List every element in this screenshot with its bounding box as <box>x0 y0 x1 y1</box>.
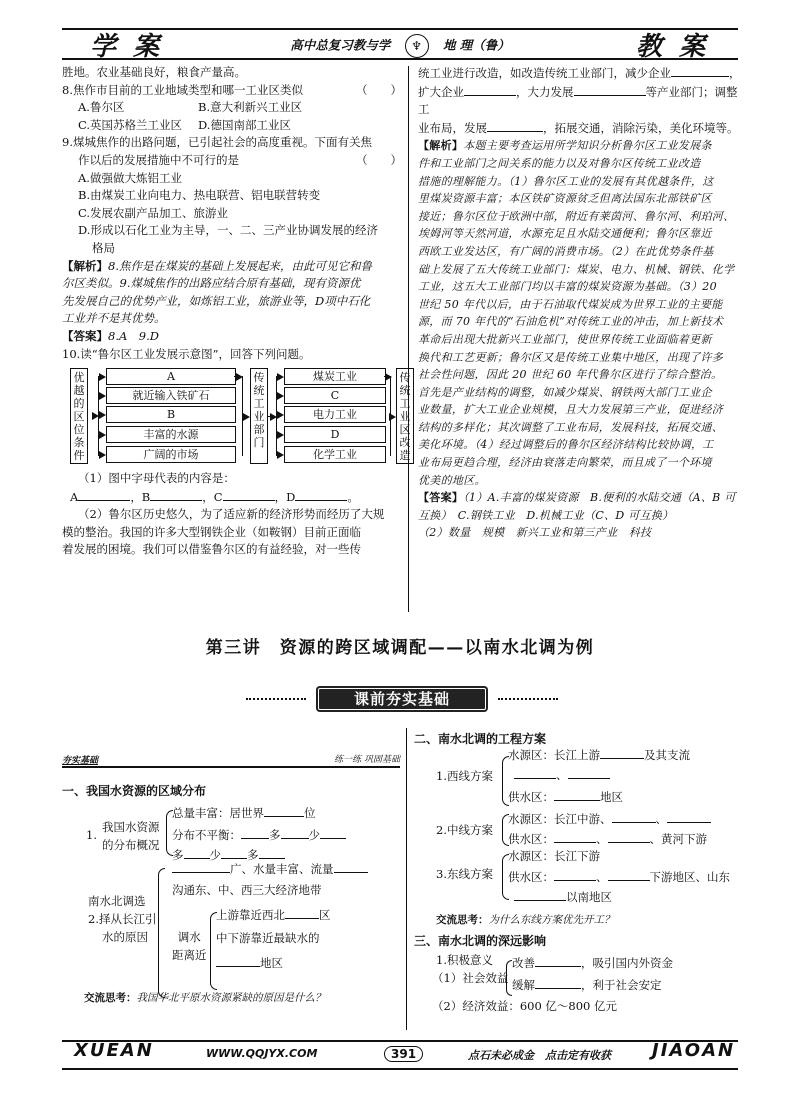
explanation-line: 里煤炭资源丰富；本区铁矿资源贫乏但离法国东北部铁矿区 <box>418 192 712 206</box>
middle-label: 2.中线方案 <box>436 823 493 837</box>
diagram-mid-label: 传统工业部门 <box>250 368 268 464</box>
q10-part1: （1）图中字母代表的内容是： <box>78 471 235 485</box>
q10-part2-cont: 模的整治。我国的许多大型钢铁企业（如鞍钢）目前正面临 <box>62 524 361 539</box>
header-left-word: 学 案 <box>90 32 164 62</box>
connector-arrow <box>384 376 390 377</box>
think-2: 交流思考：为什么东线方案优先开工？ <box>436 914 615 926</box>
connector-arrow <box>276 395 282 396</box>
footer-url: WWW.QQJYX.COM <box>206 1047 318 1060</box>
brace <box>158 868 165 998</box>
answer: 【答案】8.A 9.D <box>62 328 159 343</box>
item-2-label: 南水北调选 2.择从长江引 水的原因 <box>88 894 157 944</box>
section-banner: 课前夯实基础 <box>316 686 488 712</box>
option-a: A.做强做大炼铝工业 <box>78 170 182 185</box>
diagram-output-coal: 煤炭工业 <box>284 368 386 385</box>
option-b: B.由煤炭工业向电力、热电联营、铝电联营转变 <box>78 188 321 203</box>
lecture-title: 第三讲 资源的跨区域调配——以南水北调为例 <box>205 638 595 658</box>
west-source: 水源区：长江上游 及其支流 <box>508 748 690 762</box>
diagram-output-chem: 化学工业 <box>284 446 386 463</box>
diagram-item-iron: 就近输入铁矿石 <box>106 387 236 404</box>
diagram-item-a: A <box>106 368 236 385</box>
explanation-line: 首先是产业结构的调整，如减少煤炭、钢铁两大部门工业企 <box>418 385 712 399</box>
explanation-line: 【解析】本题主要考查运用所学知识分析鲁尔区工业发展条 <box>418 139 712 153</box>
section-2-title: 二、南水北调的工程方案 <box>414 732 547 746</box>
option-row: C.英国苏格兰工业区 D.德国南部工业区 <box>78 117 291 132</box>
west-supply: 供水区： 地区 <box>508 790 623 804</box>
q10-blanks: A ，B ，C ，D 。 <box>70 489 359 504</box>
explanation-line: 件和工业部门之间关系的能力以及对鲁尔区传统工业改造 <box>418 156 701 170</box>
uneven-line: 分布不平衡： 多 少 <box>172 826 346 843</box>
middle-source: 水源区：长江中游、 、 <box>508 810 711 827</box>
diagram-output-d: D <box>284 426 386 443</box>
explanation-block <box>418 137 748 489</box>
section-3-title: 三、南水北调的深远影响 <box>414 934 547 948</box>
explanation-line: 换代和工艺更新；鲁尔区又是传统工业集中地区，出现了许多 <box>418 350 724 364</box>
diagram-right-label: 传统工业区改造 <box>396 368 414 464</box>
impact-social-b: 缓解 ，利于社会安定 <box>512 978 662 992</box>
explanation-line: 础上发展了五大传统工业部门：煤炭、电力、机械、钢铁、化学 <box>418 262 735 276</box>
page-number: 391 <box>384 1046 423 1062</box>
dist-line-2: 中下游靠近最缺水的 <box>216 931 320 945</box>
footer-rule-bottom <box>62 1068 738 1070</box>
impact-economic: （2）经济效益：600 亿～800 亿元 <box>432 999 618 1013</box>
diagram-output-c: C <box>284 387 386 404</box>
uneven-line-2: 多 少 多 <box>172 846 285 863</box>
reason-line-2: 沟通东、中、西三大经济地带 <box>172 883 322 897</box>
think-1: 交流思考：我国华北平原水资源紧缺的原因是什么？ <box>84 992 326 1004</box>
left-column-lower <box>62 470 402 559</box>
connector-arrow <box>276 376 282 377</box>
total-line: 总量丰富：居世界 位 <box>172 806 316 820</box>
reason-line-1: 广、水量丰富、流量 <box>172 860 368 877</box>
connector-arrow <box>276 454 282 455</box>
question-8: 8.焦作市目前的工业地域类型和哪一工业区类似 （ ） <box>62 82 402 97</box>
lower-column-divider <box>406 728 407 1030</box>
connector-arrow <box>242 416 248 417</box>
connector-arrow <box>98 376 104 377</box>
explanation-line: 优美的地区。 <box>418 473 486 487</box>
footer-rule-top <box>62 1040 738 1042</box>
column-divider <box>408 66 409 612</box>
option-c: C.发展农副产品加工、旅游业 <box>78 205 229 220</box>
connector-arrow <box>276 434 282 435</box>
text-line: 胜地。农业基础良好，粮食产量高。 <box>62 65 246 79</box>
text-line: 统工业进行改造，如改造传统工业部门，减少企业 ， <box>418 66 741 80</box>
question-10: 10.读“鲁尔区工业发展示意图”，回答下列问题。 <box>62 346 311 361</box>
lower-right <box>414 730 754 1030</box>
diagram-item-market: 广阔的市场 <box>106 446 236 463</box>
banner-dots-left <box>246 698 306 700</box>
connector-arrow <box>390 416 394 417</box>
west-extra: 、 <box>514 766 610 783</box>
east-label: 3.东线方案 <box>436 867 493 881</box>
east-supply: 供水区： 、 下游地区、山东 <box>508 870 730 884</box>
explanation-line: 尔区类似。9.煤城焦作的出路应结合原有基础，现有资源优 <box>62 276 361 291</box>
section-1-title: 一、我国水资源的区域分布 <box>62 784 207 798</box>
brace <box>210 912 217 990</box>
answer-block <box>418 489 748 542</box>
dist-label: 调水 距离近 <box>172 930 207 962</box>
west-label: 1.西线方案 <box>436 769 493 783</box>
banner-dots-right <box>498 698 558 700</box>
diagram-output-power: 电力工业 <box>284 406 386 423</box>
connector-arrow <box>276 414 282 415</box>
explanation-line: 西欧工业发达区，有广阔的消费市场。（2）在此优势条件基 <box>418 244 714 258</box>
dist-line-1: 上游靠近西北 区 <box>216 908 331 922</box>
option-row: A.鲁尔区 B.意大利新兴工业区 <box>78 100 303 115</box>
diagram-item-water: 丰富的水源 <box>106 426 236 443</box>
impact-social-a: 改善 ，吸引国内外资金 <box>512 956 673 970</box>
dist-line-3: 地区 <box>216 954 283 971</box>
item-1-label: 我国水资源 的分布概况 <box>102 820 160 852</box>
footer-right-word: JIAOAN <box>652 1040 736 1061</box>
connector-arrow <box>268 416 275 417</box>
question-9-cont: 作以后的发展措施中不可行的是 （ ） <box>78 152 402 167</box>
explanation-line: 先发展自己的优势产业，如炼铝工业，旅游业等，D项中石化 <box>62 293 371 308</box>
middle-supply: 供水区： 、 、黄河下游 <box>508 832 707 846</box>
explanation-line: 美化环境。（4）经过调整后的鲁尔区经济结构比较协调，工 <box>418 438 714 452</box>
east-supply-2: 以南地区 <box>514 888 612 905</box>
explanation-line: 业布局更趋合理，经济由衰落走向繁荣，而且成了一个环境 <box>418 456 712 470</box>
impact-social-label: （1）社会效益 <box>432 971 509 985</box>
explanation-line: 社会性问题，因此 20 世纪 60 年代鲁尔区进行了综合整治。 <box>418 368 723 382</box>
explanation-line: 世纪 50 年代以后，由于石油取代煤炭成为世界工业的主要能 <box>418 297 723 311</box>
emblem-icon: ♆ <box>405 34 429 58</box>
footer-left-word: XUEAN <box>74 1040 154 1061</box>
connector-arrow <box>98 414 104 415</box>
explanation-line: 埃姆河等天然河道，水源充足且水陆交通便利；鲁尔区靠近 <box>418 227 712 241</box>
header-center-text-1: 高中总复习教与学 <box>290 37 391 53</box>
explanation: 【解析】8.焦作是在煤炭的基础上发展起来，由此可见它和鲁 <box>62 258 372 273</box>
explanation-line: 源，而 70 年代的“石油危机”对传统工业的冲击，加上新技术 <box>418 315 724 329</box>
footer-slogan: 点石未必成金 点击定有收获 <box>468 1049 611 1062</box>
east-source: 水源区：长江下游 <box>508 849 600 863</box>
right-column <box>418 64 748 542</box>
question-9: 9.煤城焦作的出路问题，已引起社会的高度重视。下面有关焦 <box>62 135 372 150</box>
ruhr-diagram <box>70 368 410 464</box>
practice-tag <box>62 752 400 768</box>
item-1-number: 1. <box>86 828 97 842</box>
diagram-left-label: 优越的区位条件 <box>70 368 88 464</box>
practice-tag-right: 练一练 巩固基础 <box>334 755 400 765</box>
connector-arrow <box>98 395 104 396</box>
explanation-line: 业数量，扩大工业企业规模，且大力发展第三产业，促进经济 <box>418 403 724 417</box>
explanation-line: 革命后出现大批新兴工业部门，使世界传统工业面临着更新 <box>418 332 712 346</box>
left-column <box>62 64 402 363</box>
q10-part2: （2）鲁尔区历史悠久，为了适应新的经济形势而经历了大规 <box>78 507 385 522</box>
header-right-word: 教 案 <box>636 32 710 62</box>
explanation-line: 工业并不是其优势。 <box>62 311 166 326</box>
answer-line: 互换） C.钢铁工业 D.机械工业（C、D 可互换） <box>418 508 674 522</box>
connector-arrow <box>234 376 241 377</box>
explanation-line: 工业，这五大工业部门均以丰富的煤炭资源为基础。（3）20 <box>418 280 717 294</box>
explanation-line: 措施的理解能力。（1）鲁尔区工业的发展有其优越条件，这 <box>418 174 714 188</box>
explanation-line: 接近；鲁尔区位于欧洲中部，附近有莱茵河、鲁尔河、利珀河、 <box>418 209 735 223</box>
connector-arrow <box>98 454 104 455</box>
lower-left <box>62 752 400 1032</box>
explanation-line: 结构的多样化；其次调整了工业布局，发展科技，拓展交通、 <box>418 420 724 434</box>
practice-tag-left: 夯实基础 <box>62 756 99 766</box>
diagram-item-b: B <box>106 406 236 423</box>
header-center-text-2: 地 理（鲁） <box>442 37 510 53</box>
answer-line: （2）数量 规模 新兴工业和第三产业 科技 <box>418 526 652 540</box>
answer-line: 【答案】（1）A.丰富的煤炭资源 B.便利的水陆交通（A、B 可 <box>418 491 736 505</box>
impact-1: 1.积极意义 <box>436 953 493 967</box>
text-line: 扩大企业 ，大力发展 等产业部门；调整工 <box>418 84 738 117</box>
option-d: D.形成以石化工业为主导，一、二、三产业协调发展的经济 <box>78 223 378 238</box>
q10-part2-cont: 着发展的困境。我们可以借鉴鲁尔区的有益经验，对一些传 <box>62 542 361 557</box>
option-d-cont: 格局 <box>92 240 115 255</box>
connector-arrow <box>98 434 104 435</box>
text-line: 业布局，发展 ，拓展交通，消除污染，美化环境等。 <box>418 120 739 135</box>
